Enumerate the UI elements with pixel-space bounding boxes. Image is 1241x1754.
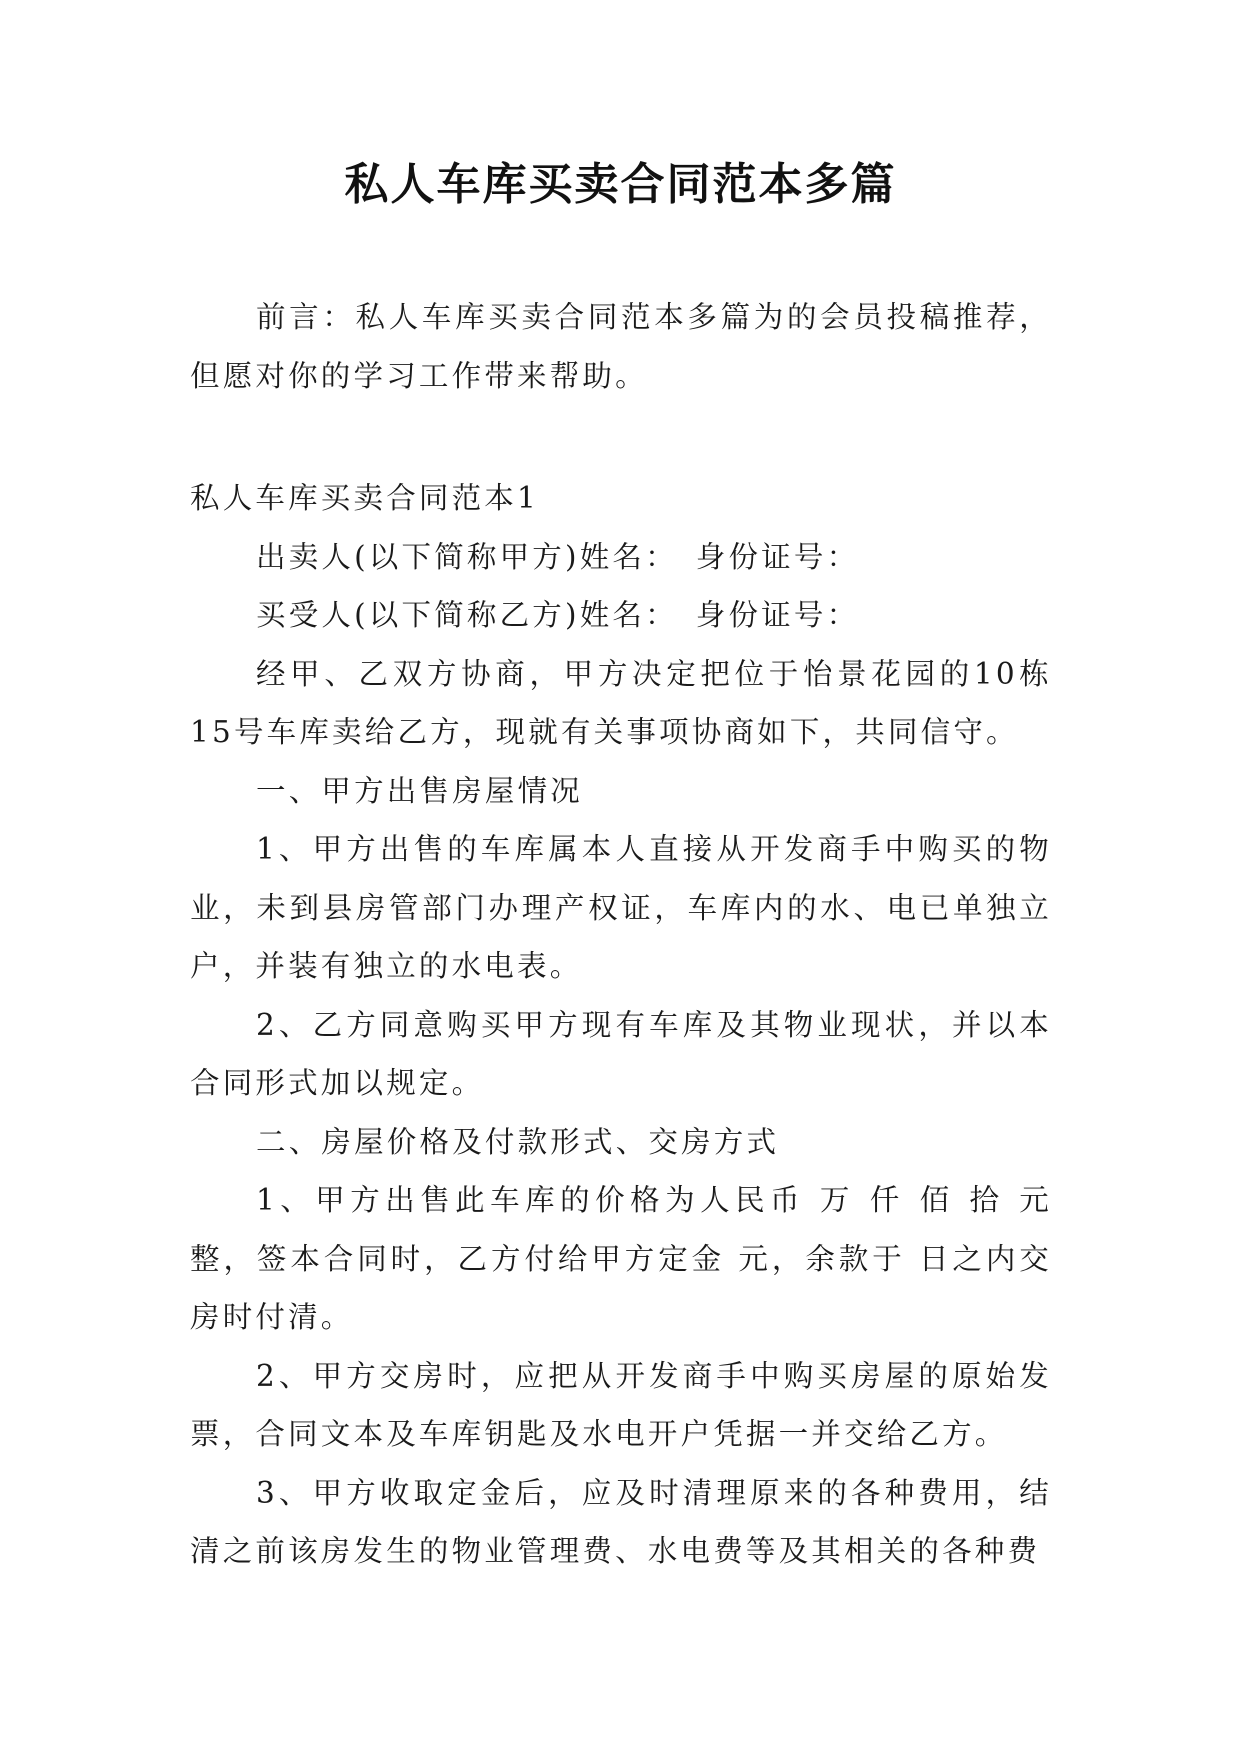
agreement-intro-paragraph: 经甲、乙双方协商，甲方决定把位于怡景花园的10栋15号车库卖给乙方，现就有关事项协商如下，共同信守。 (190, 656, 1052, 749)
clause-paragraph: 3、甲方收取定金后，应及时清理原来的各种费用，结清之前该房发生的物业管理费、水电费等及其相关的各种费 (190, 1475, 1052, 1568)
clause-paragraph: 1、甲方出售的车库属本人直接从开发商手中购买的物业，未到县房管部门办理产权证，车库内的水、电已单独立户，并装有独立的水电表。 (190, 832, 1052, 983)
buyer-info-paragraph: 买受人(以下简称乙方)姓名： 身份证号： (256, 598, 860, 632)
clause-paragraph: 2、乙方同意购买甲方现有车库及其物业现状，并以本合同形式加以规定。 (190, 1007, 1052, 1100)
clause-heading-2: 二、房屋价格及付款形式、交房方式 (256, 1124, 780, 1159)
seller-info-paragraph: 出卖人(以下简称甲方)姓名： 身份证号： (256, 539, 860, 574)
clause-paragraph: 2、甲方交房时，应把从开发商手中购买房屋的原始发票，合同文本及车库钥匙及水电开户凭据一并交给乙方。 (190, 1358, 1052, 1451)
document-title: 私人车库买卖合同范本多篇 (344, 159, 897, 210)
section-heading: 私人车库买卖合同范本1 (190, 481, 539, 515)
document-body (190, 288, 1052, 1581)
preface-paragraph: 前言：私人车库买卖合同范本多篇为的会员投稿推荐，但愿对你的学习工作带来帮助。 (190, 300, 1052, 393)
clause-heading-1: 一、甲方出售房屋情况 (256, 773, 584, 808)
clause-paragraph: 1、甲方出售此车库的价格为人民币 万 仟 佰 拾 元整，签本合同时，乙方付给甲方定金 元，余款于 日之内交房时付清。 (190, 1183, 1052, 1334)
